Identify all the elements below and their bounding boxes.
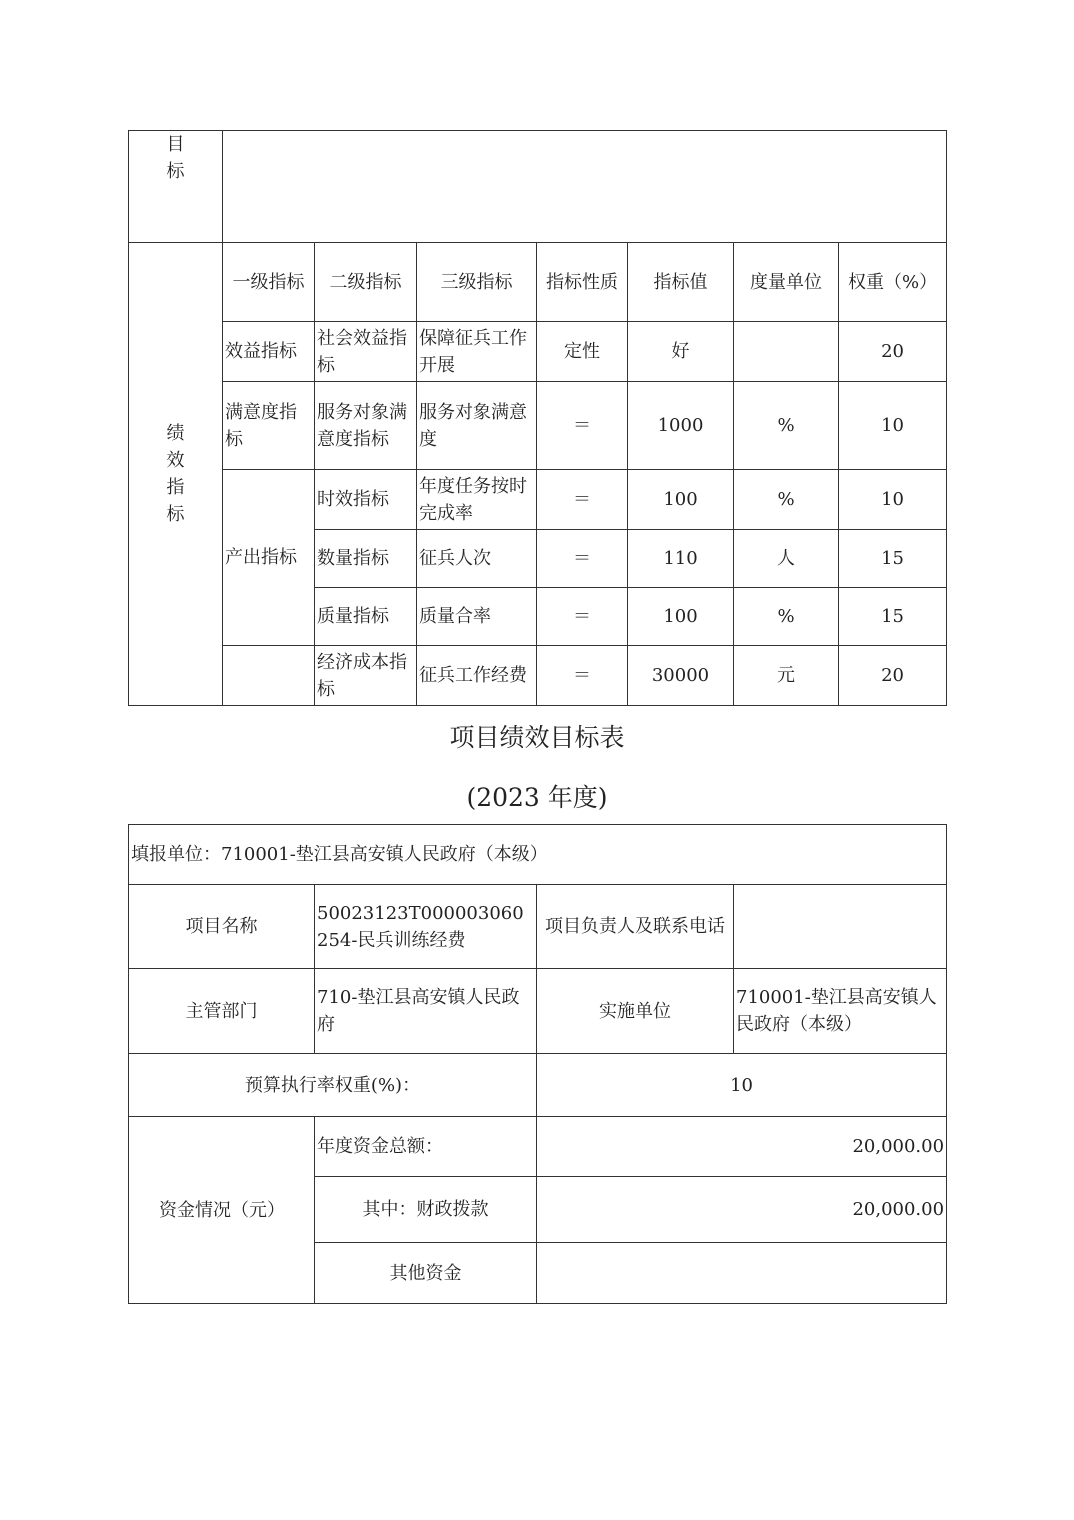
leader-label: 项目负责人及联系电话 (537, 885, 734, 969)
dept-value: 710-垫江县高安镇人民政府 (315, 969, 537, 1054)
table-row (129, 322, 947, 382)
header-unit: 度量单位 (734, 243, 839, 322)
nature-cell: ＝ (537, 382, 628, 470)
impl-label: 实施单位 (537, 969, 734, 1054)
impl-value: 710001-垫江县高安镇人民政府（本级） (734, 969, 947, 1054)
value-cell: 100 (628, 470, 734, 530)
level3-cell: 征兵人次 (417, 530, 537, 588)
level2-cell: 服务对象满意度指标 (315, 382, 417, 470)
leader-value (734, 885, 947, 969)
weight-cell: 15 (839, 530, 947, 588)
level2-cell: 质量指标 (315, 588, 417, 646)
weight-cell: 20 (839, 322, 947, 382)
weight-cell: 20 (839, 646, 947, 706)
annual-total-label: 年度资金总额： (315, 1117, 537, 1177)
target-label: 目 标 (129, 131, 223, 243)
header-weight: 权重（%） (839, 243, 947, 322)
project-info-table (128, 824, 947, 1304)
unit-cell: 人 (734, 530, 839, 588)
value-cell: 110 (628, 530, 734, 588)
table-row (129, 470, 947, 530)
project-name-value: 50023123T000003060254-民兵训练经费 (315, 885, 537, 969)
dept-label: 主管部门 (129, 969, 315, 1054)
unit-cell (734, 322, 839, 382)
level2-cell: 经济成本指标 (315, 646, 417, 706)
level3-cell: 质量合率 (417, 588, 537, 646)
page-title: 项目绩效目标表 (449, 723, 625, 752)
nature-cell: ＝ (537, 588, 628, 646)
level2-cell: 社会效益指标 (315, 322, 417, 382)
level3-cell: 年度任务按时完成率 (417, 470, 537, 530)
level3-cell: 征兵工作经费 (417, 646, 537, 706)
table-row (129, 646, 947, 706)
fill-unit: 填报单位：710001-垫江县高安镇人民政府（本级） (129, 825, 947, 885)
header-level1: 一级指标 (223, 243, 315, 322)
unit-cell: % (734, 382, 839, 470)
level3-cell: 服务对象满意度 (417, 382, 537, 470)
value-cell: 好 (628, 322, 734, 382)
header-level2: 二级指标 (315, 243, 417, 322)
unit-cell: % (734, 588, 839, 646)
project-name-label: 项目名称 (129, 885, 315, 969)
header-level3: 三级指标 (417, 243, 537, 322)
nature-cell: ＝ (537, 530, 628, 588)
value-cell: 1000 (628, 382, 734, 470)
performance-indicator-label: 绩 效 指 标 (129, 243, 223, 706)
level1-cell: 满意度指标 (223, 382, 315, 470)
level1-cell: 效益指标 (223, 322, 315, 382)
level1-cell: 产出指标 (223, 470, 315, 646)
other-label: 其他资金 (315, 1243, 537, 1304)
budget-rate-value: 10 (537, 1054, 947, 1117)
fiscal-value: 20,000.00 (537, 1177, 947, 1243)
header-value: 指标值 (628, 243, 734, 322)
value-cell: 30000 (628, 646, 734, 706)
level3-cell: 保障征兵工作开展 (417, 322, 537, 382)
unit-cell: % (734, 470, 839, 530)
table-row (129, 382, 947, 470)
level1-cell (223, 646, 315, 706)
page-subtitle: (2023 年度) (466, 783, 608, 812)
fund-label: 资金情况（元） (129, 1117, 315, 1304)
target-content (223, 131, 947, 243)
nature-cell: ＝ (537, 470, 628, 530)
level2-cell: 时效指标 (315, 470, 417, 530)
budget-rate-label: 预算执行率权重(%)： (129, 1054, 537, 1117)
weight-cell: 10 (839, 382, 947, 470)
fiscal-label: 其中：财政拨款 (315, 1177, 537, 1243)
performance-indicator-table (128, 130, 947, 706)
weight-cell: 10 (839, 470, 947, 530)
nature-cell: ＝ (537, 646, 628, 706)
weight-cell: 15 (839, 588, 947, 646)
level2-cell: 数量指标 (315, 530, 417, 588)
unit-cell: 元 (734, 646, 839, 706)
nature-cell: 定性 (537, 322, 628, 382)
annual-total-value: 20,000.00 (537, 1117, 947, 1177)
header-nature: 指标性质 (537, 243, 628, 322)
other-value (537, 1243, 947, 1304)
value-cell: 100 (628, 588, 734, 646)
